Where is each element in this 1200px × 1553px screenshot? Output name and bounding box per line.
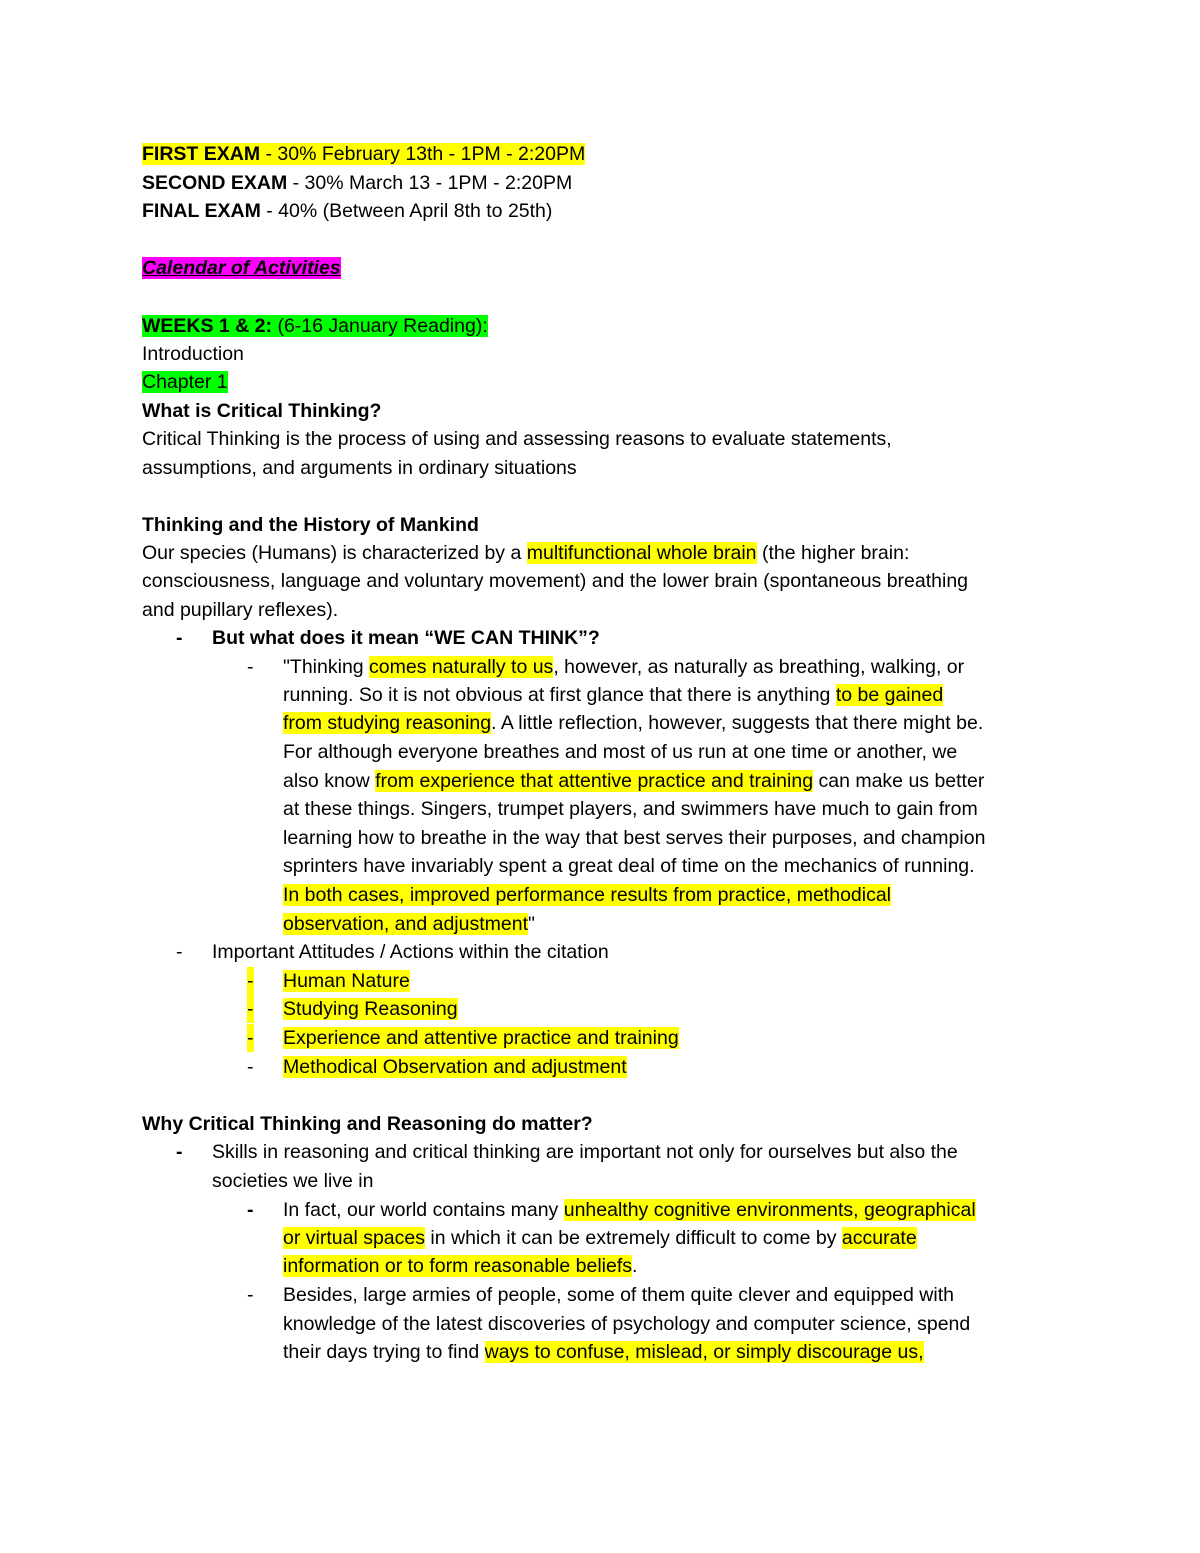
attitudes-text: Important Attitudes / Actions within the citation bbox=[212, 941, 609, 963]
skills-line-1: Skills in reasoning and critical thinking are important not only for ourselves but also the bbox=[212, 1141, 958, 1163]
list-item bbox=[283, 995, 1200, 1023]
quote-text: " bbox=[528, 913, 535, 935]
quote-text: , however, as naturally as breathing, walking, or bbox=[553, 656, 965, 678]
fact-line-1 bbox=[283, 1196, 1200, 1224]
quote-text: also know bbox=[283, 770, 376, 792]
first-exam-line bbox=[142, 140, 1082, 168]
chapter-label: Chapter 1 bbox=[142, 371, 228, 393]
history-text-a: Our species (Humans) is characterized by a bbox=[142, 542, 527, 564]
critical-definition-line-2: assumptions, and arguments in ordinary situations bbox=[142, 457, 577, 479]
besides-dash: - bbox=[247, 1284, 254, 1306]
fact-text: In fact, our world contains many bbox=[283, 1199, 564, 1221]
quote-highlight: to be gained bbox=[835, 684, 944, 706]
skills-line-2: societies we live in bbox=[212, 1170, 374, 1192]
quote-highlight: In both cases, improved performance results from practice, methodical bbox=[283, 884, 892, 906]
list-item-text: Methodical Observation and adjustment bbox=[283, 1056, 627, 1078]
weeks-label: WEEKS 1 & 2: bbox=[142, 315, 273, 337]
chapter-line bbox=[142, 368, 1082, 396]
weeks-detail: (6-16 January Reading): bbox=[272, 315, 488, 337]
critical-thinking-heading: What is Critical Thinking? bbox=[142, 400, 382, 422]
quote-text: running. So it is not obvious at first glance that there is anything bbox=[283, 684, 836, 706]
second-exam-label: SECOND EXAM bbox=[142, 172, 288, 194]
weeks-line bbox=[142, 312, 1082, 340]
quote-line-8: sprinters have invariably spent a great deal of time on the mechanics of running. bbox=[283, 855, 975, 877]
besides-line-1: Besides, large armies of people, some of them quite clever and equipped with bbox=[283, 1284, 954, 1306]
besides-line-3 bbox=[283, 1338, 1200, 1366]
quote-line-1 bbox=[283, 653, 1200, 681]
fact-dash: - bbox=[247, 1199, 254, 1221]
quote-highlight: comes naturally to us bbox=[369, 656, 554, 678]
history-paragraph-line-3: and pupillary reflexes). bbox=[142, 599, 339, 621]
critical-definition-line-1: Critical Thinking is the process of using and assessing reasons to evaluate statements, bbox=[142, 428, 892, 450]
second-exam-detail: - 30% March 13 - 1PM - 2:20PM bbox=[287, 172, 573, 194]
quote-highlight: from studying reasoning bbox=[283, 712, 492, 734]
list-item bbox=[283, 1053, 1200, 1081]
second-exam-line bbox=[142, 169, 1082, 197]
list-dash: - bbox=[247, 1056, 254, 1078]
quote-text: . A little reflection, however, suggests that there might be. bbox=[491, 712, 984, 734]
final-exam-line bbox=[142, 197, 1082, 225]
calendar-heading-line bbox=[142, 254, 1082, 282]
first-exam-detail: - 30% February 13th - 1PM - 2:20PM bbox=[260, 143, 586, 165]
list-dash: - bbox=[247, 995, 254, 1023]
bullet-question: But what does it mean “WE CAN THINK”? bbox=[212, 627, 600, 649]
fact-line-2 bbox=[283, 1224, 1200, 1252]
quote-line-3 bbox=[283, 709, 1200, 737]
fact-highlight: accurate bbox=[841, 1227, 917, 1249]
list-item-text: Human Nature bbox=[283, 970, 410, 992]
fact-text: in which it can be extremely difficult to come by bbox=[424, 1227, 842, 1249]
list-item bbox=[283, 1024, 1200, 1052]
history-text-b: (the higher brain: bbox=[756, 542, 910, 564]
quote-line-10 bbox=[283, 910, 1200, 938]
skills-dash: - bbox=[176, 1141, 183, 1163]
quote-line-7: learning how to breathe in the way that best serves their purposes, and champion bbox=[283, 827, 986, 849]
fact-text: . bbox=[632, 1255, 638, 1277]
list-item-text: Studying Reasoning bbox=[283, 998, 458, 1020]
quote-line-4: For although everyone breathes and most of us run at one time or another, we bbox=[283, 741, 958, 763]
quote-line-9 bbox=[283, 881, 1200, 909]
final-exam-detail: - 40% (Between April 8th to 25th) bbox=[260, 200, 553, 222]
final-exam-label: FINAL EXAM bbox=[142, 200, 261, 222]
quote-line-5 bbox=[283, 767, 1200, 795]
list-item bbox=[283, 967, 1200, 995]
bullet-dash: - bbox=[176, 627, 183, 649]
quote-highlight: from experience that attentive practice and training bbox=[375, 770, 814, 792]
fact-highlight: or virtual spaces bbox=[283, 1227, 425, 1249]
list-item-text: Experience and attentive practice and training bbox=[283, 1027, 679, 1049]
history-paragraph-line-2: consciousness, language and voluntary movement) and the lower brain (spontaneous breathing bbox=[142, 570, 969, 592]
list-dash: - bbox=[247, 967, 254, 995]
quote-text: "Thinking bbox=[283, 656, 370, 678]
matter-heading: Why Critical Thinking and Reasoning do matter? bbox=[142, 1113, 593, 1135]
history-paragraph-line-1 bbox=[142, 539, 1082, 567]
quote-dash: - bbox=[247, 656, 254, 678]
besides-line-2: knowledge of the latest discoveries of psychology and computer science, spend bbox=[283, 1313, 971, 1335]
introduction-text: Introduction bbox=[142, 343, 244, 365]
quote-text: can make us better bbox=[813, 770, 985, 792]
quote-line-6: at these things. Singers, trumpet players, and swimmers have much to gain from bbox=[283, 798, 978, 820]
history-heading: Thinking and the History of Mankind bbox=[142, 514, 479, 536]
calendar-heading: Calendar of Activities bbox=[142, 257, 341, 279]
quote-highlight: observation, and adjustment bbox=[283, 913, 528, 935]
fact-highlight: unhealthy cognitive environments, geographical bbox=[563, 1199, 976, 1221]
besides-text: their days trying to find bbox=[283, 1341, 485, 1363]
history-highlight-brain: multifunctional whole brain bbox=[526, 542, 757, 564]
quote-line-2 bbox=[283, 681, 1200, 709]
first-exam-label: FIRST EXAM bbox=[142, 143, 261, 165]
besides-highlight: ways to confuse, mislead, or simply discourage us, bbox=[484, 1341, 924, 1363]
fact-line-3 bbox=[283, 1252, 1200, 1280]
list-dash: - bbox=[247, 1024, 254, 1052]
attitudes-dash: - bbox=[176, 941, 183, 963]
fact-highlight: information or to form reasonable beliefs bbox=[283, 1255, 633, 1277]
